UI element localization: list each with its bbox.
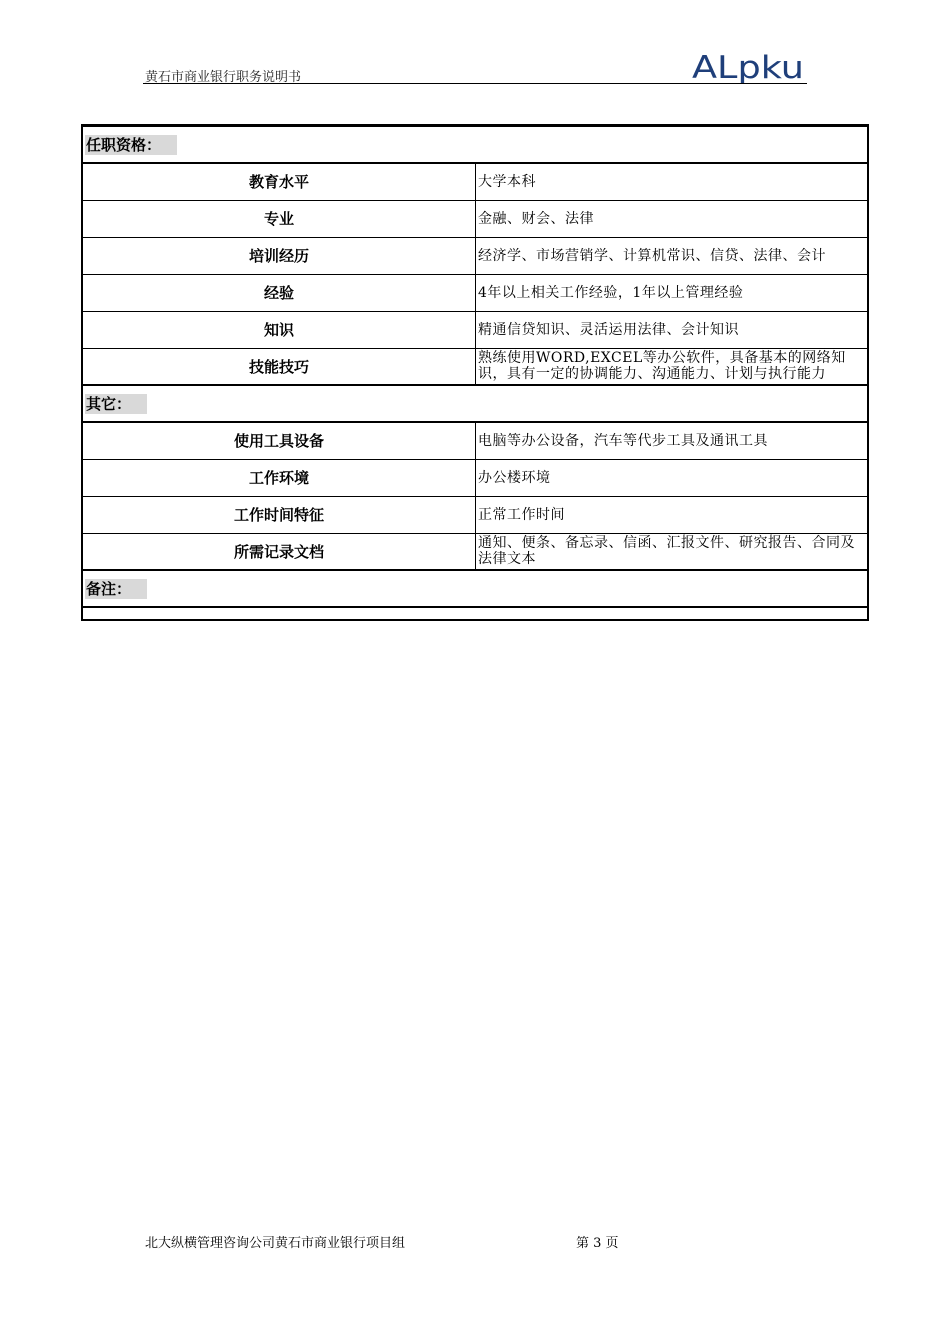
footer-company: 北大纵横管理咨询公司黄石市商业银行项目组 — [145, 1236, 406, 1251]
row-value: 金融、财会、法律 — [476, 200, 869, 237]
section-other — [83, 385, 869, 422]
table-row — [83, 200, 869, 237]
row-value: 正常工作时间 — [476, 496, 869, 533]
table-row — [83, 422, 869, 459]
table-row — [83, 274, 869, 311]
table-row — [83, 237, 869, 274]
document-header-title: 黄石市商业银行职务说明书 — [145, 70, 302, 85]
row-value: 经济学、市场营销学、计算机常识、信贷、法律、会计 — [476, 237, 869, 274]
section-qualifications — [83, 126, 869, 163]
table-row — [83, 496, 869, 533]
row-value: 办公楼环境 — [476, 459, 869, 496]
footer-page-number: 第 3 页 — [576, 1236, 619, 1251]
section-label: 备注： — [85, 579, 147, 599]
row-label: 培训经历 — [83, 237, 476, 274]
section-label: 任职资格： — [85, 135, 177, 155]
table-row — [83, 311, 869, 348]
table-row — [83, 533, 869, 570]
table-row — [83, 348, 869, 385]
row-value: 精通信贷知识、灵活运用法律、会计知识 — [476, 311, 869, 348]
job-spec-table — [82, 125, 869, 608]
row-value: 4年以上相关工作经验，1年以上管理经验 — [476, 274, 869, 311]
logo-text: ALpku — [692, 50, 804, 84]
row-label: 技能技巧 — [83, 348, 476, 385]
section-label: 其它： — [85, 394, 147, 414]
row-label: 工作时间特征 — [83, 496, 476, 533]
company-logo — [690, 50, 810, 84]
row-label: 专业 — [83, 200, 476, 237]
row-label: 工作环境 — [83, 459, 476, 496]
row-label: 经验 — [83, 274, 476, 311]
table-row — [83, 163, 869, 200]
row-label: 使用工具设备 — [83, 422, 476, 459]
row-label: 知识 — [83, 311, 476, 348]
row-value: 通知、便条、备忘录、信函、汇报文件、研究报告、合同及法律文本 — [476, 533, 869, 570]
row-value: 大学本科 — [476, 163, 869, 200]
row-value: 电脑等办公设备，汽车等代步工具及通讯工具 — [476, 422, 869, 459]
table-row — [83, 459, 869, 496]
row-label: 所需记录文档 — [83, 533, 476, 570]
row-value: 熟练使用WORD,EXCEL等办公软件，具备基本的网络知识，具有一定的协调能力、沟通能力、计划与执行能力 — [476, 348, 869, 385]
header-rule — [143, 83, 807, 84]
section-notes — [83, 570, 869, 607]
row-label: 教育水平 — [83, 163, 476, 200]
